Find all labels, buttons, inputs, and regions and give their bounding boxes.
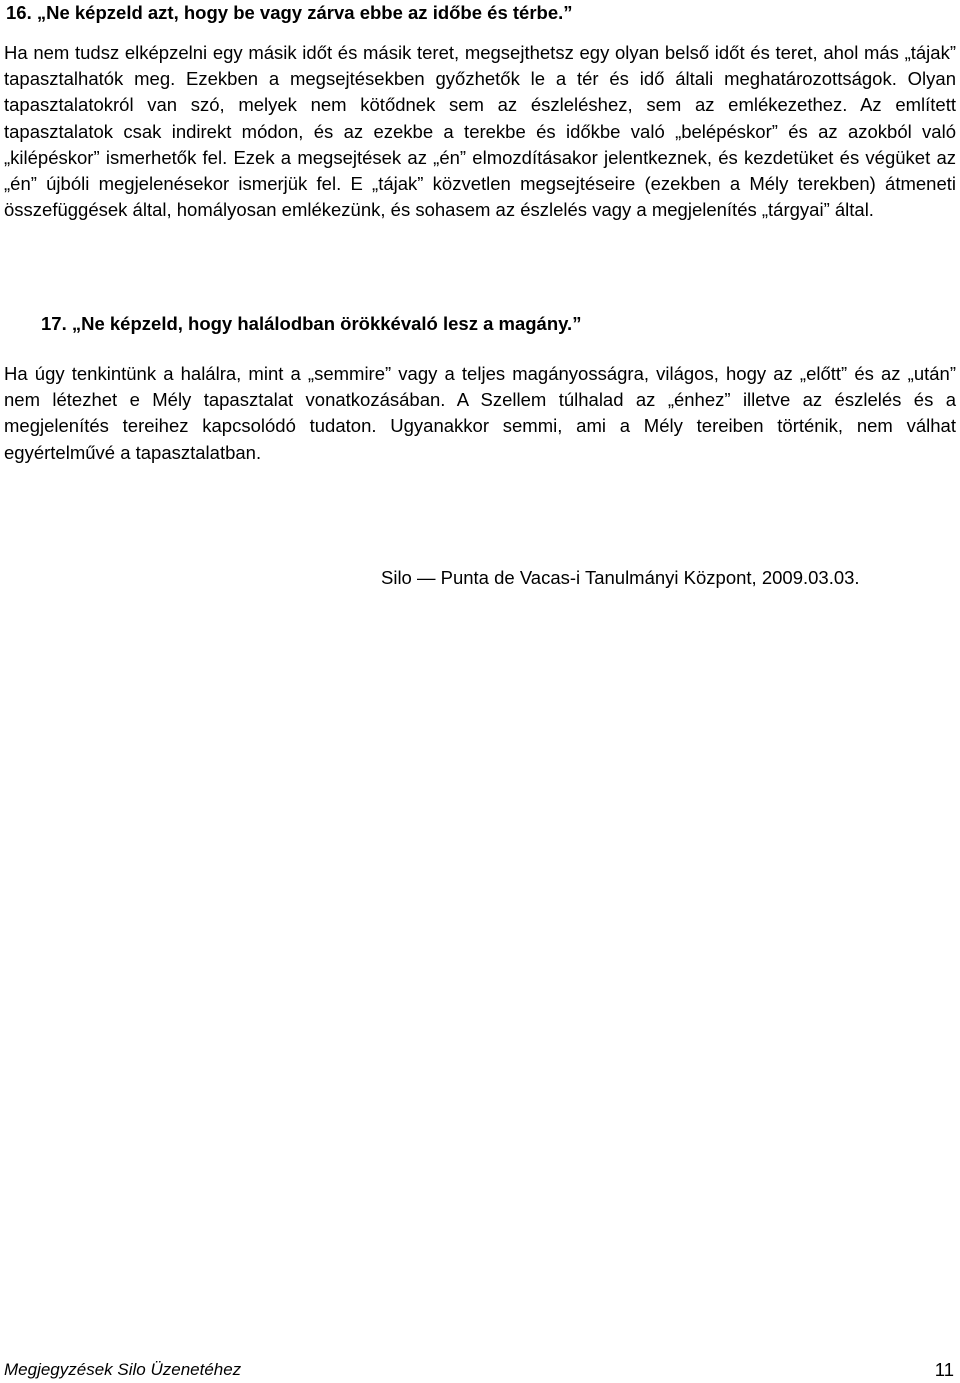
section-16-heading: 16. „Ne képzeld azt, hogy be vagy zárva ebbe az időbe és térbe.” [6, 2, 573, 23]
section-17-heading: 17. „Ne képzeld, hogy halálodban örökkévaló lesz a magány.” [41, 313, 582, 334]
page-number: 11 [934, 1359, 954, 1380]
signature-line: Silo — Punta de Vacas-i Tanulmányi Központ, 2009.03.03. [381, 567, 860, 588]
footer-title: Megjegyzések Silo Üzenetéhez [4, 1360, 242, 1379]
section-16-paragraph: Ha nem tudsz elképzelni egy másik időt és másik teret, megsejthetsz egy olyan belső időt és teret, ahol más „tájak” tapasztalhatók meg. Ezekben a megsejtésekben győzhetők le a tér és idő általi meghatározottságok. Olyan tapasztalatokról van szó, melyek nem kötődnek sem az észleléshez, sem az emlékezethez. Az említett tapasztalatok csak indirekt módon, és az ezekbe a terekbe és időkbe való „belépéskor” és az azokból való „kilépéskor” ismerhetők fel. Ezek a megsejtések az „én” elmozdításakor jelentkeznek, és kezdetüket és végüket az „én” újbóli megjelenésekor ismerjük fel. E „tájak” közvetlen megsejtéseire (ezekben a Mély terekben) átmeneti összefüggések által, homályosan emlékezünk, és sohasem az észlelés vagy a megjelenítés „tárgyai” által. [4, 42, 956, 221]
section-17-paragraph: Ha úgy tenkintünk a halálra, mint a „semmire” vagy a teljes magányosságra, világos, hogy az „előtt” és az „után” nem létezhet e Mély tapasztalat vonatkozásában. A Szellem túlhalad az „énhez” illetve az észlelés és a megjelenítés tereihez kapcsolódó tudaton. Ugyanakkor semmi, ami a Mély tereiben történik, nem válhat egyértelművé a tapasztalatban. [4, 363, 956, 463]
